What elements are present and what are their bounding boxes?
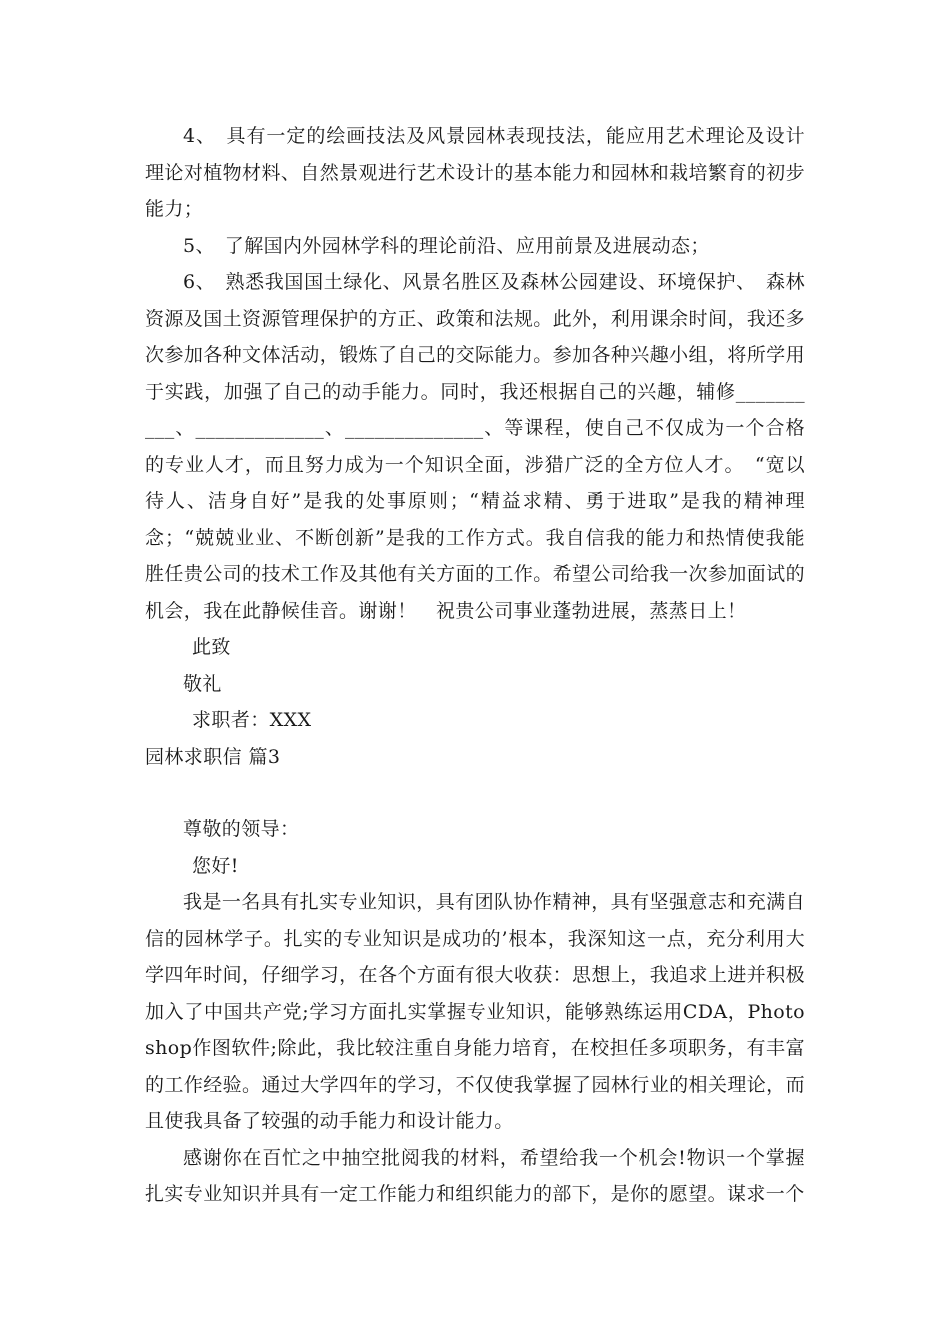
list-item-6: 6、 熟悉我国国土绿化、风景名胜区及森林公园建设、环境保护、 森林资源及国土资源管理保护的方正、政策和法规。此外，利用课余时间，我还多次参加各种文体活动，锻炼了自己的交际能力。参加各种兴趣小组，将所学用于实践，加强了自己的动手能力。同时，我还根据自己的兴趣，辅修__________、_____________、______________、等课程，使自己不仅成为一个合格的专业人才，而且努力成为一个知识全面，涉猎广泛的全方位人才。 “宽以待人、洁身自好”是我的处事原则；“精益求精、勇于进取”是我的精神理念；“兢兢业业、不断创新”是我的工作方式。我自信我的能力和热情使我能胜任贵公司的技术工作及其他有关方面的工作。希望公司给我一次参加面试的机会，我在此静候佳音。谢谢！ 祝贵公司事业蓬勃进展，蒸蒸日上！ [145,271,805,622]
signature-line: 求职者：XXX [192,709,312,731]
list-item-5: 5、 了解国内外园林学科的理论前沿、应用前景及进展动态； [183,234,710,257]
body-paragraph-1: 我是一名具有扎实专业知识，具有团队协作精神，具有坚强意志和充满自信的园林学子。扎实的专业知识是成功的’根本，我深知这一点，充分利用大学四年时间，仔细学习，在各个方面有很大收获：思想上，我追求上进并积极加入了中国共产党;学习方面扎实掌握专业知识，能够熟练运用CDA，Photoshop作图软件;除此，我比较注重自身能力培育，在校担任多项职务，有丰富的工作经验。通过大学四年的学习，不仅使我掌握了园林行业的相关理论，而且使我具备了较强的动手能力和设计能力。 [145,891,805,1132]
section-title: 园林求职信 篇3 [145,745,281,768]
document-page [145,118,805,1213]
section-spacer [145,775,805,811]
list-item-4: 4、 具有一定的绘画技法及风景园林表现技法，能应用艺术理论及设计理论对植物材料、自然景观进行艺术设计的基本能力和园林和栽培繁育的初步能力； [145,125,805,220]
greeting: 您好! [192,854,239,877]
closing-line-1: 此致 [192,636,231,658]
salutation: 尊敬的领导： [183,818,300,840]
closing-line-2: 敬礼 [183,672,222,695]
body-paragraph-2: 感谢你在百忙之中抽空批阅我的材料，希望给我一个机会!物识一个掌握扎实专业知识并具有一定工作能力和组织能力的部下，是你的愿望。谋求一个 [145,1146,805,1205]
